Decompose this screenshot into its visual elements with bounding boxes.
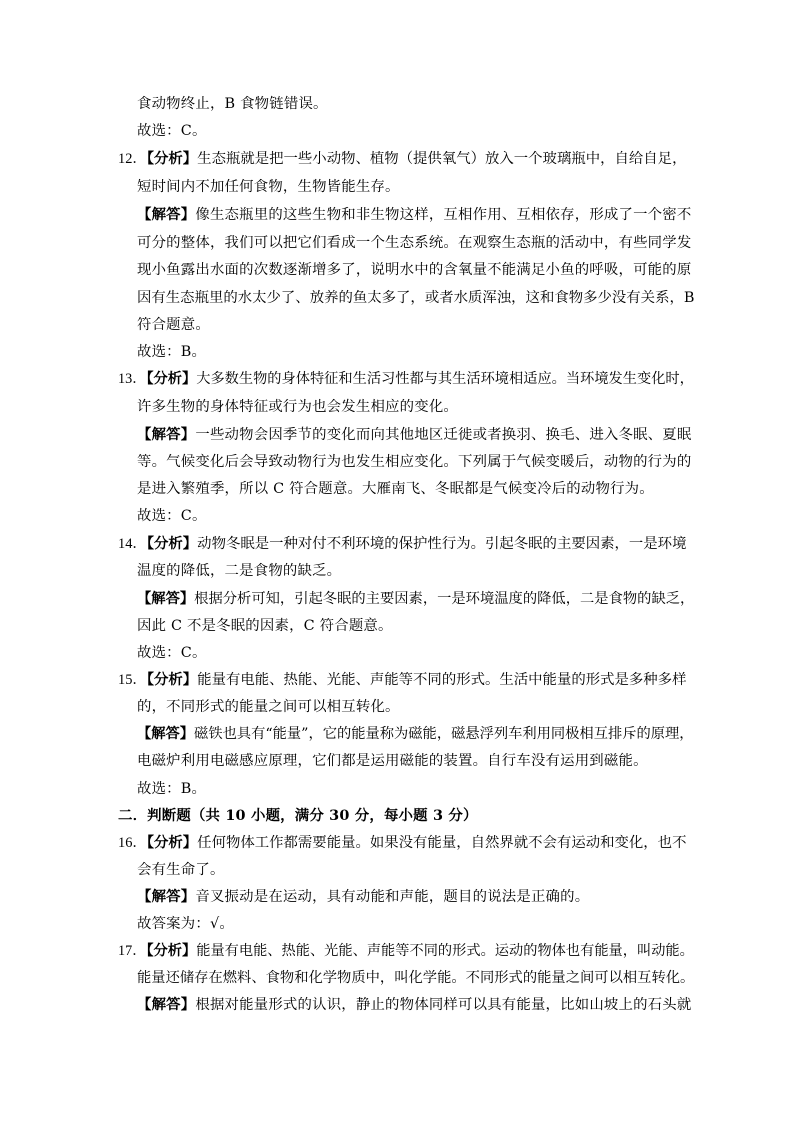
question-14-solution: 【解答】根据分析可知，引起冬眠的主要因素，一是环境温度的降低，二是食物的缺乏，	[137, 590, 695, 607]
solution-tag: 【解答】	[137, 590, 195, 607]
text-line: 可分的整体，我们可以把它们看成一个生态系统。在观察生态瓶的活动中，有些同学发	[137, 235, 692, 251]
analysis-tag: 【分析】	[146, 150, 198, 167]
question-16-analysis: 16．【分析】任何物体工作都需要能量。如果没有能量，自然界就不会有运动和变化，也不	[118, 834, 687, 851]
text-line: 符合题意。	[137, 317, 210, 333]
question-12-solution: 【解答】像生态瓶里的这些生物和非生物这样，互相作用、互相依存，形成了一个密不	[137, 206, 692, 223]
question-14-analysis: 14．【分析】动物冬眠是一种对付不利环境的保护性行为。引起冬眠的主要因素，一是环境	[118, 535, 687, 552]
text-line: 能量还储存在燃料、食物和化学物质中，叫化学能。不同形式的能量之间可以相互转化。	[137, 970, 695, 986]
analysis-tag: 【分析】	[146, 370, 197, 387]
text-line: 是进入繁殖季，所以 C 符合题意。大雁南飞、冬眠都是气候变冷后的动物行为。	[137, 481, 654, 497]
analysis-tag: 【分析】	[146, 834, 198, 851]
answer-line: 故选：B。	[137, 344, 207, 360]
question-number: 14．	[118, 536, 147, 552]
text-line: 因有生态瓶里的水太少了、放养的鱼太多了，或者水质浑浊，这和食物多少没有关系，B	[137, 290, 695, 306]
question-number: 13．	[118, 371, 147, 387]
question-15-analysis: 15．【分析】能量有电能、热能、光能、声能等不同的形式。生活中能量的形式是多种多样	[118, 671, 687, 688]
question-17-analysis: 17．【分析】能量有电能、热能、光能、声能等不同的形式。运动的物体也有能量，叫动能。	[118, 942, 694, 959]
answer-line: 故选：B。	[137, 781, 207, 797]
question-number: 16．	[118, 835, 147, 851]
analysis-tag: 【分析】	[146, 535, 198, 552]
solution-tag: 【解答】	[137, 206, 196, 223]
question-17-solution: 【解答】根据对能量形式的认识，静止的物体同样可以具有能量，比如山坡上的石头就	[137, 996, 692, 1013]
solution-tag: 【解答】	[137, 426, 196, 443]
text-line: 短时间内不加任何食物，生物皆能生存。	[137, 179, 400, 195]
answer-line: 故选：C。	[137, 645, 207, 661]
question-16-solution: 【解答】音叉振动是在运动，具有动能和声能，题目的说法是正确的。	[137, 888, 590, 905]
text-line: 因此 C 不是冬眠的因素，C 符合题意。	[137, 618, 393, 634]
answer-line: 故选：C。	[137, 123, 207, 139]
question-13-solution: 【解答】一些动物会因季节的变化而向其他地区迁徙或者换羽、换毛、进入冬眠、夏眠	[137, 426, 692, 443]
text-line: 许多生物的身体特征或行为也会发生相应的变化。	[137, 399, 458, 415]
question-number: 12．	[118, 151, 147, 167]
question-15-solution: 【解答】磁铁也具有“能量”，它的能量称为磁能，磁悬浮列车利用同极相互排斥的原理，	[137, 725, 694, 742]
text-line: 现小鱼露出水面的次数逐渐增多了，说明水中的含氧量不能满足小鱼的呼吸，可能的原	[137, 262, 692, 278]
question-number: 15．	[118, 672, 147, 688]
text-line: 电磁炉利用电磁感应原理，它们都是运用磁能的装置。自行车没有运用到磁能。	[137, 753, 648, 769]
section-heading: 二．判断题（共 10 小题，满分 30 分，每小题 3 分）	[118, 807, 478, 824]
analysis-tag: 【分析】	[146, 942, 197, 959]
text-line: 会有生命了。	[137, 862, 225, 878]
solution-tag: 【解答】	[137, 996, 196, 1013]
solution-tag: 【解答】	[137, 888, 196, 905]
question-13-analysis: 13．【分析】大多数生物的身体特征和生活习性都与其生活环境相适应。当环境发生变化时，	[118, 370, 694, 387]
text-line: 温度的降低，二是食物的缺乏。	[137, 563, 342, 579]
answer-line: 故答案为：√。	[137, 916, 234, 932]
text-line: 食动物终止，B 食物链错误。	[137, 96, 328, 112]
text-line: 等。气候变化后会导致动物行为也发生相应变化。下列属于气候变暖后，动物的行为的	[137, 454, 692, 470]
solution-tag: 【解答】	[137, 725, 195, 742]
question-number: 17．	[118, 943, 147, 959]
analysis-tag: 【分析】	[146, 671, 198, 688]
answer-line: 故选：C。	[137, 508, 207, 524]
text-line: 的，不同形式的能量之间可以相互转化。	[137, 699, 400, 715]
question-12-analysis: 12．【分析】生态瓶就是把一些小动物、植物（提供氧气）放入一个玻璃瓶中，自给自足，	[118, 150, 687, 167]
